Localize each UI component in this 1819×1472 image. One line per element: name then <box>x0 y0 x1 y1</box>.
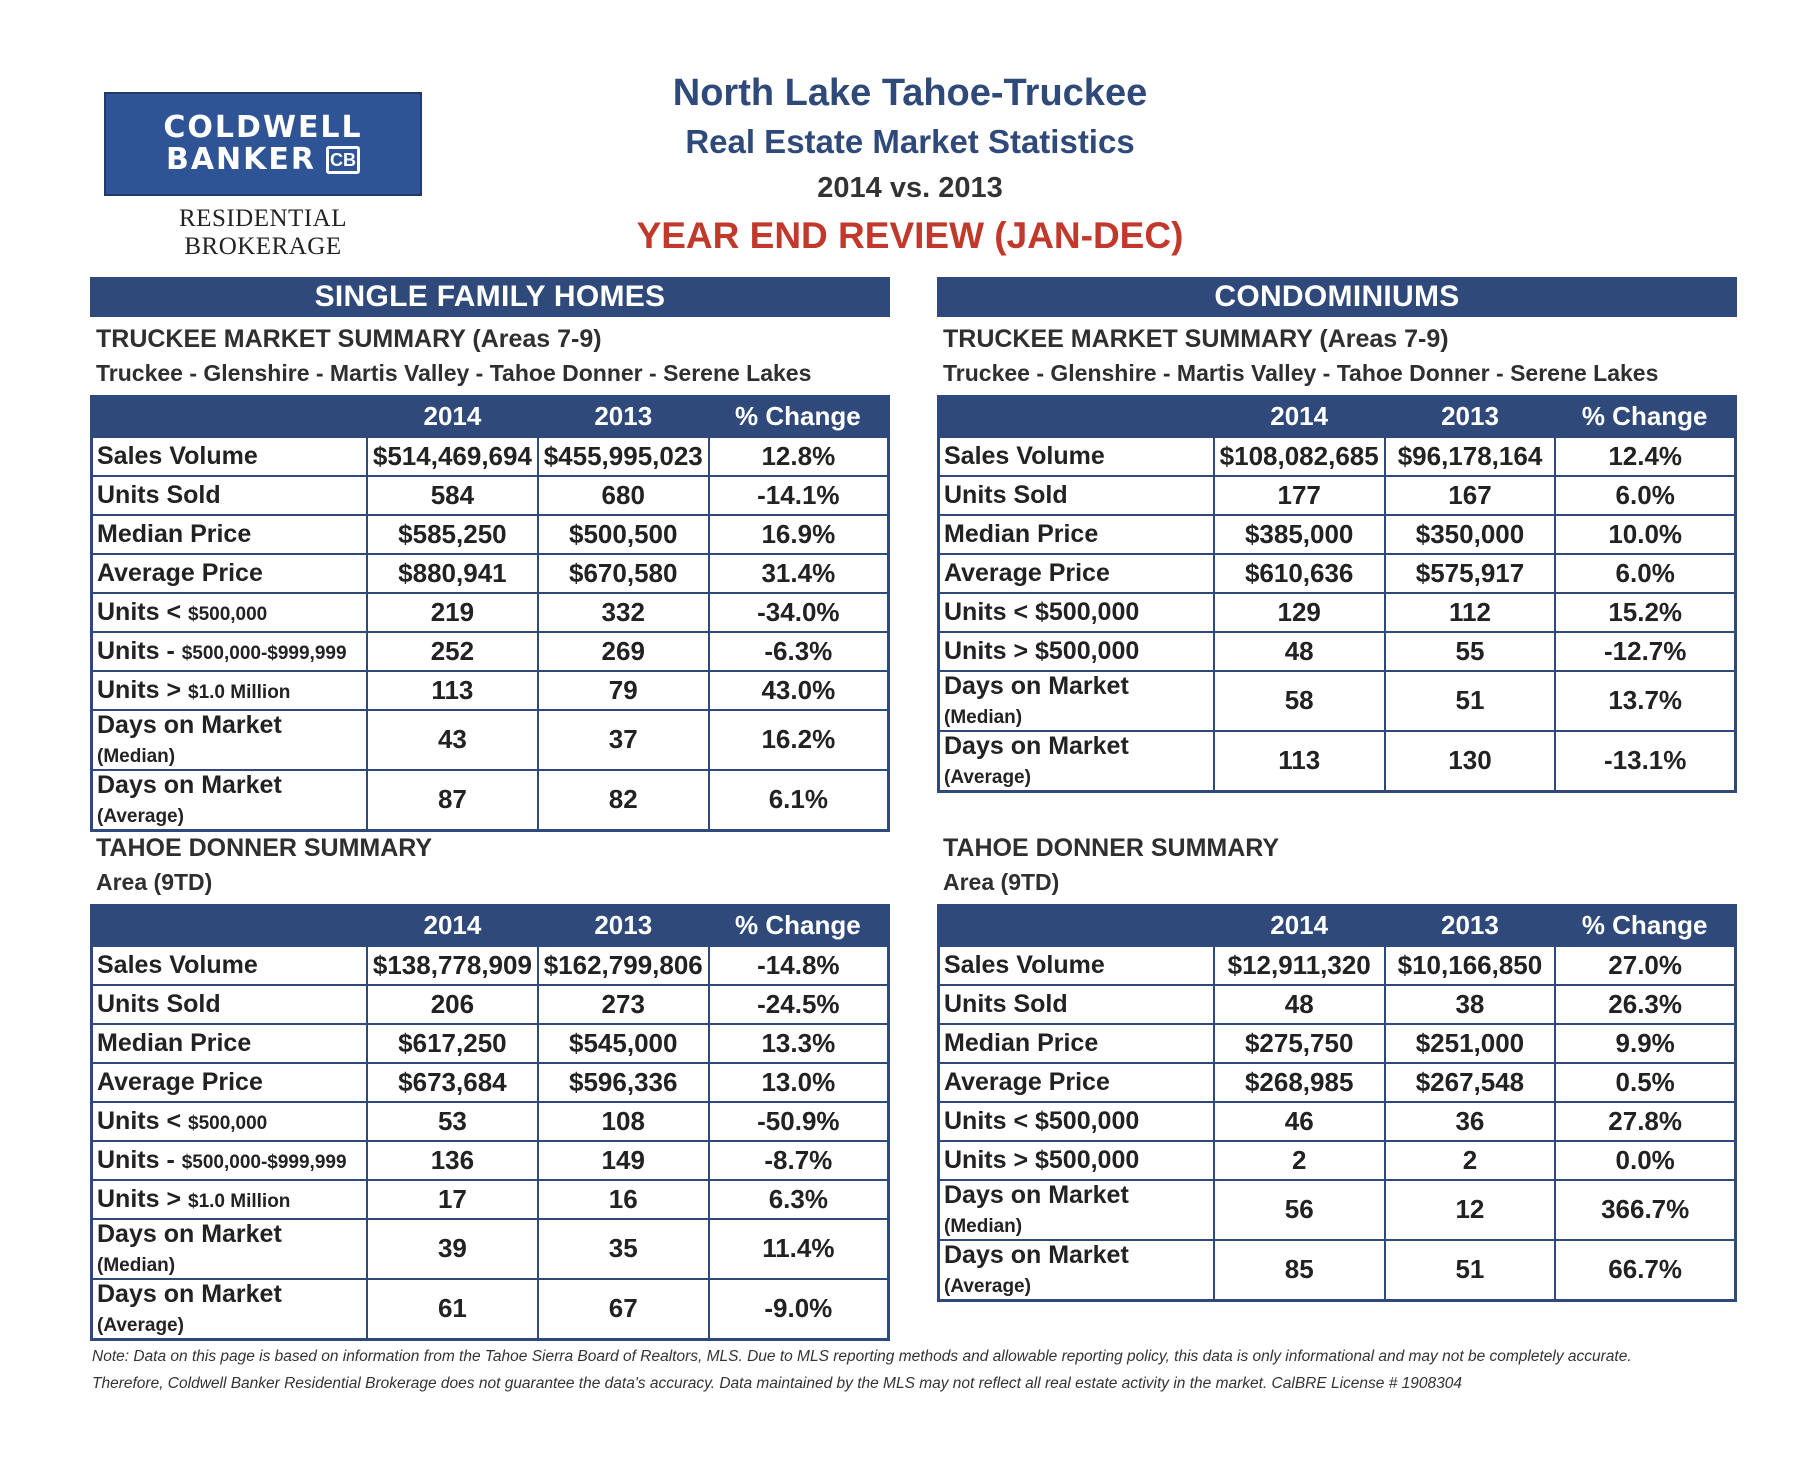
value-2014: $385,000 <box>1214 515 1385 554</box>
percent-change: 0.5% <box>1555 1063 1735 1102</box>
table-row <box>92 515 889 554</box>
table-row <box>939 946 1736 985</box>
logo-line2: BANKER <box>165 142 317 177</box>
table-row <box>939 985 1736 1024</box>
condo-tahoe-title: TAHOE DONNER SUMMARY <box>943 834 1280 862</box>
value-2013: 36 <box>1385 1102 1556 1141</box>
value-2013: $162,799,806 <box>538 946 709 985</box>
row-label-suffix: (Median) <box>944 1215 1023 1237</box>
column-header: 2014 <box>367 906 538 946</box>
row-label-text: Days on Market <box>944 1240 1129 1269</box>
header-empty-cell <box>92 397 367 437</box>
row-label-text: Units > <box>97 1184 188 1213</box>
value-2014: $12,911,320 <box>1214 946 1385 985</box>
percent-change: -6.3% <box>709 632 889 671</box>
value-2014: 46 <box>1214 1102 1385 1141</box>
percent-change: -12.7% <box>1555 632 1735 671</box>
percent-change: 13.7% <box>1555 671 1735 731</box>
percent-change: 13.0% <box>709 1063 889 1102</box>
row-label-text: Units Sold <box>97 480 221 509</box>
table-row <box>92 1141 889 1180</box>
table-row <box>92 671 889 710</box>
row-label-text: Median Price <box>944 1028 1099 1057</box>
value-2013: 112 <box>1385 593 1556 632</box>
value-2013: 37 <box>538 710 709 770</box>
row-label <box>92 476 367 515</box>
sfh-truckee-table <box>90 395 890 832</box>
cb-mark-icon: CB <box>326 146 360 174</box>
logo-line1: COLDWELL <box>163 110 363 145</box>
table-row <box>92 1102 889 1141</box>
value-2013: $455,995,023 <box>538 437 709 476</box>
value-2014: 177 <box>1214 476 1385 515</box>
column-header: 2013 <box>538 906 709 946</box>
percent-change: 6.0% <box>1555 554 1735 593</box>
row-label-text: Units > $500,000 <box>944 1145 1140 1174</box>
condo-section-header: CONDOMINIUMS <box>937 277 1737 317</box>
value-2013: 16 <box>538 1180 709 1219</box>
row-label-suffix: (Median) <box>97 1254 176 1276</box>
table-row <box>939 554 1736 593</box>
value-2013: 51 <box>1385 671 1556 731</box>
condo-truckee-areas: Truckee - Glenshire - Martis Valley - Tahoe Donner - Serene Lakes <box>943 360 1659 386</box>
value-2014: $108,082,685 <box>1214 437 1385 476</box>
value-2013: $251,000 <box>1385 1024 1556 1063</box>
column-header: % Change <box>709 397 889 437</box>
row-label <box>939 632 1214 671</box>
page-title: North Lake Tahoe-Truckee <box>672 72 1148 114</box>
sfh-tahoe-section <box>90 826 890 1341</box>
percent-change: 6.3% <box>709 1180 889 1219</box>
table-row <box>92 593 889 632</box>
column-header: 2014 <box>367 397 538 437</box>
row-label <box>92 593 367 632</box>
row-label <box>939 1141 1214 1180</box>
value-2014: 48 <box>1214 985 1385 1024</box>
value-2014: 252 <box>367 632 538 671</box>
row-label-text: Days on Market <box>944 731 1129 760</box>
row-label-text: Units < <box>97 597 188 626</box>
column-header: 2013 <box>538 397 709 437</box>
table-row <box>92 437 889 476</box>
value-2013: 67 <box>538 1279 709 1340</box>
value-2013: $350,000 <box>1385 515 1556 554</box>
condo-truckee-section <box>937 277 1737 793</box>
row-label <box>92 554 367 593</box>
row-label <box>939 515 1214 554</box>
value-2014: 61 <box>367 1279 538 1340</box>
value-2013: 108 <box>538 1102 709 1141</box>
value-2014: 56 <box>1214 1180 1385 1240</box>
sfh-section-header: SINGLE FAMILY HOMES <box>90 277 890 317</box>
table-row <box>92 554 889 593</box>
row-label <box>939 1063 1214 1102</box>
table-row <box>92 1219 889 1279</box>
disclaimer-line1: Note: Data on this page is based on information from the Tahoe Sierra Board of Realtors, MLS. Due to MLS reporting methods and allowable reporting policy, this data is only informational and may not be completely accurate. <box>92 1348 1632 1365</box>
table-row <box>92 770 889 831</box>
value-2014: 219 <box>367 593 538 632</box>
value-2013: $267,548 <box>1385 1063 1556 1102</box>
percent-change: 11.4% <box>709 1219 889 1279</box>
row-label-suffix: (Median) <box>97 745 176 767</box>
row-label-suffix: (Average) <box>97 1314 184 1336</box>
table-row <box>92 710 889 770</box>
value-2013: 167 <box>1385 476 1556 515</box>
value-2013: $545,000 <box>538 1024 709 1063</box>
review-period: YEAR END REVIEW (JAN-DEC) <box>636 215 1184 256</box>
row-label-suffix: (Average) <box>944 766 1031 788</box>
sfh-truckee-section <box>90 277 890 832</box>
row-label-text: Days on Market <box>97 710 282 739</box>
value-2013: $96,178,164 <box>1385 437 1556 476</box>
table-header-row <box>939 906 1736 946</box>
table-row <box>939 1240 1736 1301</box>
value-2013: $10,166,850 <box>1385 946 1556 985</box>
condo-tahoe-table <box>937 904 1737 1302</box>
table-row <box>939 476 1736 515</box>
row-label <box>939 985 1214 1024</box>
row-label <box>92 1024 367 1063</box>
row-label <box>92 632 367 671</box>
value-2013: $596,336 <box>538 1063 709 1102</box>
row-label <box>939 671 1214 731</box>
value-2014: 39 <box>367 1219 538 1279</box>
percent-change: 6.1% <box>709 770 889 831</box>
row-label-text: Average Price <box>97 558 263 587</box>
row-label-text: Average Price <box>944 1067 1110 1096</box>
percent-change: 27.0% <box>1555 946 1735 985</box>
column-header: % Change <box>1555 397 1735 437</box>
header-empty-cell <box>939 397 1214 437</box>
value-2014: 17 <box>367 1180 538 1219</box>
value-2013: 55 <box>1385 632 1556 671</box>
percent-change: 0.0% <box>1555 1141 1735 1180</box>
percent-change: 66.7% <box>1555 1240 1735 1301</box>
logo-subtitle: RESIDENTIAL BROKERAGE <box>179 205 347 260</box>
row-label-suffix: $500,000-$999,999 <box>181 1151 347 1173</box>
table-row <box>939 1180 1736 1240</box>
row-label-text: Average Price <box>944 558 1110 587</box>
table-row <box>92 1024 889 1063</box>
row-label-text: Units > <box>97 675 188 704</box>
value-2014: 87 <box>367 770 538 831</box>
value-2014: 58 <box>1214 671 1385 731</box>
row-label-text: Units Sold <box>944 480 1068 509</box>
percent-change: 26.3% <box>1555 985 1735 1024</box>
percent-change: 366.7% <box>1555 1180 1735 1240</box>
row-label <box>92 671 367 710</box>
condo-tahoe-section <box>937 826 1737 1302</box>
table-row <box>939 515 1736 554</box>
row-label-text: Sales Volume <box>97 441 258 470</box>
value-2013: 273 <box>538 985 709 1024</box>
value-2013: 51 <box>1385 1240 1556 1301</box>
percent-change: -9.0% <box>709 1279 889 1340</box>
row-label <box>939 1102 1214 1141</box>
row-label <box>92 1279 367 1340</box>
percent-change: 15.2% <box>1555 593 1735 632</box>
value-2014: $275,750 <box>1214 1024 1385 1063</box>
table-row <box>92 1279 889 1340</box>
table-row <box>92 985 889 1024</box>
row-label-text: Units < $500,000 <box>944 1106 1140 1135</box>
value-2014: $880,941 <box>367 554 538 593</box>
column-header: 2013 <box>1385 906 1556 946</box>
disclaimer-note <box>92 1343 1732 1397</box>
table-row <box>939 1063 1736 1102</box>
row-label <box>92 946 367 985</box>
comparison-years: 2014 vs. 2013 <box>817 172 1003 204</box>
column-header: 2014 <box>1214 906 1385 946</box>
table-row <box>92 632 889 671</box>
row-label-suffix: $500,000-$999,999 <box>181 642 347 664</box>
row-label-text: Sales Volume <box>944 441 1105 470</box>
row-label-text: Median Price <box>97 1028 252 1057</box>
percent-change: -24.5% <box>709 985 889 1024</box>
value-2014: $617,250 <box>367 1024 538 1063</box>
value-2013: 332 <box>538 593 709 632</box>
value-2013: 38 <box>1385 985 1556 1024</box>
table-row <box>939 1102 1736 1141</box>
row-label <box>92 710 367 770</box>
value-2014: $673,684 <box>367 1063 538 1102</box>
percent-change: 9.9% <box>1555 1024 1735 1063</box>
row-label <box>939 1180 1214 1240</box>
row-label-text: Median Price <box>944 519 1099 548</box>
value-2014: $138,778,909 <box>367 946 538 985</box>
table-row <box>939 1141 1736 1180</box>
row-label-text: Units - <box>97 636 182 665</box>
value-2014: 43 <box>367 710 538 770</box>
table-row <box>92 1180 889 1219</box>
table-row <box>939 731 1736 792</box>
table-row <box>92 476 889 515</box>
disclaimer-line2: Therefore, Coldwell Banker Residential Brokerage does not guarantee the data's accuracy. Data maintained by the MLS may not reflect all real estate activity in the market. CalBRE License # 1908304 <box>92 1375 1462 1392</box>
column-header: 2014 <box>1214 397 1385 437</box>
table-row <box>92 946 889 985</box>
logo-line2-row <box>166 144 360 176</box>
row-label-suffix: $1.0 Million <box>188 681 291 703</box>
value-2014: 584 <box>367 476 538 515</box>
row-label-text: Units < <box>97 1106 188 1135</box>
value-2013: 79 <box>538 671 709 710</box>
value-2014: $268,985 <box>1214 1063 1385 1102</box>
value-2014: 113 <box>1214 731 1385 792</box>
percent-change: 12.4% <box>1555 437 1735 476</box>
value-2013: 12 <box>1385 1180 1556 1240</box>
row-label <box>92 770 367 831</box>
row-label <box>939 437 1214 476</box>
value-2014: 48 <box>1214 632 1385 671</box>
sfh-truckee-areas: Truckee - Glenshire - Martis Valley - Tahoe Donner - Serene Lakes <box>96 360 812 386</box>
condo-tahoe-areas: Area (9TD) <box>943 869 1060 895</box>
row-label-text: Units Sold <box>944 989 1068 1018</box>
value-2013: 149 <box>538 1141 709 1180</box>
row-label-text: Units - <box>97 1145 182 1174</box>
percent-change: -14.1% <box>709 476 889 515</box>
row-label-text: Days on Market <box>944 671 1129 700</box>
percent-change: 12.8% <box>709 437 889 476</box>
row-label-suffix: $500,000 <box>188 1112 268 1134</box>
percent-change: 16.9% <box>709 515 889 554</box>
value-2014: 129 <box>1214 593 1385 632</box>
company-logo <box>104 92 422 196</box>
value-2013: $670,580 <box>538 554 709 593</box>
value-2014: 53 <box>367 1102 538 1141</box>
table-header-row <box>92 906 889 946</box>
row-label-text: Units Sold <box>97 989 221 1018</box>
percent-change: 6.0% <box>1555 476 1735 515</box>
page-header <box>520 68 1300 262</box>
header-empty-cell <box>939 906 1214 946</box>
row-label-text: Sales Volume <box>97 950 258 979</box>
table-row <box>939 437 1736 476</box>
row-label-text: Days on Market <box>97 770 282 799</box>
table-row <box>939 632 1736 671</box>
row-label-suffix: (Average) <box>944 1275 1031 1297</box>
column-header: 2013 <box>1385 397 1556 437</box>
percent-change: -8.7% <box>709 1141 889 1180</box>
value-2014: 136 <box>367 1141 538 1180</box>
value-2013: 130 <box>1385 731 1556 792</box>
table-header-row <box>939 397 1736 437</box>
value-2014: 206 <box>367 985 538 1024</box>
value-2014: 113 <box>367 671 538 710</box>
value-2013: $500,500 <box>538 515 709 554</box>
row-label-text: Median Price <box>97 519 252 548</box>
sfh-tahoe-table <box>90 904 890 1341</box>
percent-change: 31.4% <box>709 554 889 593</box>
percent-change: 10.0% <box>1555 515 1735 554</box>
row-label-suffix: (Median) <box>944 706 1023 728</box>
row-label-text: Average Price <box>97 1067 263 1096</box>
row-label-suffix: $500,000 <box>188 603 268 625</box>
value-2014: $514,469,694 <box>367 437 538 476</box>
value-2013: 82 <box>538 770 709 831</box>
row-label <box>92 1141 367 1180</box>
row-label <box>939 1024 1214 1063</box>
row-label <box>92 515 367 554</box>
row-label-text: Sales Volume <box>944 950 1105 979</box>
value-2013: 2 <box>1385 1141 1556 1180</box>
value-2014: $585,250 <box>367 515 538 554</box>
row-label <box>939 946 1214 985</box>
value-2013: 269 <box>538 632 709 671</box>
value-2014: 85 <box>1214 1240 1385 1301</box>
value-2013: $575,917 <box>1385 554 1556 593</box>
column-header: % Change <box>1555 906 1735 946</box>
percent-change: -14.8% <box>709 946 889 985</box>
percent-change: -13.1% <box>1555 731 1735 792</box>
value-2013: 35 <box>538 1219 709 1279</box>
table-row <box>939 1024 1736 1063</box>
value-2014: $610,636 <box>1214 554 1385 593</box>
condo-truckee-title: TRUCKEE MARKET SUMMARY (Areas 7-9) <box>943 325 1449 353</box>
row-label-text: Days on Market <box>97 1219 282 1248</box>
page-subtitle: Real Estate Market Statistics <box>685 123 1135 160</box>
row-label-suffix: $1.0 Million <box>188 1190 291 1212</box>
sfh-truckee-title: TRUCKEE MARKET SUMMARY (Areas 7-9) <box>96 325 602 353</box>
table-header-row <box>92 397 889 437</box>
row-label <box>939 1240 1214 1301</box>
table-row <box>939 671 1736 731</box>
percent-change: 43.0% <box>709 671 889 710</box>
row-label <box>92 1063 367 1102</box>
percent-change: -34.0% <box>709 593 889 632</box>
sfh-tahoe-areas: Area (9TD) <box>96 869 213 895</box>
percent-change: 16.2% <box>709 710 889 770</box>
row-label <box>92 985 367 1024</box>
row-label <box>939 476 1214 515</box>
sfh-tahoe-title: TAHOE DONNER SUMMARY <box>96 834 433 862</box>
row-label <box>92 1180 367 1219</box>
table-row <box>939 593 1736 632</box>
percent-change: -50.9% <box>709 1102 889 1141</box>
row-label-text: Days on Market <box>97 1279 282 1308</box>
row-label <box>92 1102 367 1141</box>
value-2013: 680 <box>538 476 709 515</box>
table-row <box>92 1063 889 1102</box>
column-header: % Change <box>709 906 889 946</box>
row-label-text: Days on Market <box>944 1180 1129 1209</box>
row-label <box>939 593 1214 632</box>
row-label-suffix: (Average) <box>97 805 184 827</box>
value-2014: 2 <box>1214 1141 1385 1180</box>
row-label-text: Units > $500,000 <box>944 636 1140 665</box>
row-label <box>92 1219 367 1279</box>
percent-change: 27.8% <box>1555 1102 1735 1141</box>
row-label <box>939 731 1214 792</box>
row-label-text: Units < $500,000 <box>944 597 1140 626</box>
condo-truckee-table <box>937 395 1737 793</box>
percent-change: 13.3% <box>709 1024 889 1063</box>
row-label <box>939 554 1214 593</box>
row-label <box>92 437 367 476</box>
header-empty-cell <box>92 906 367 946</box>
